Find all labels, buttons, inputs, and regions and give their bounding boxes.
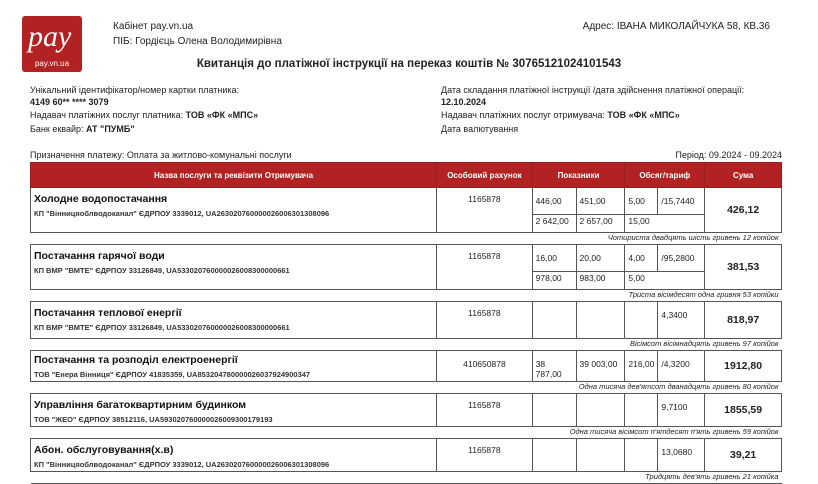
row-sum: 381,53: [705, 245, 782, 290]
sum-in-words: Тридцять дев'ять гривень 21 копійка: [31, 472, 782, 484]
reading-previous: [532, 394, 576, 427]
reading-previous-2: 978,00: [532, 272, 576, 290]
recipient-provider-value: ТОВ «ФК «МПС»: [607, 110, 680, 120]
payment-purpose: Призначення платежу: Оплата за житлово-комунальні послуги: [30, 150, 292, 160]
row-sum: 426,12: [705, 188, 782, 233]
payer-address: Адрес: ІВАНА МИКОЛАЙЧУКА 58, КВ.36: [582, 21, 770, 32]
volume-2: 5,00: [625, 272, 705, 290]
services-table: [30, 162, 782, 484]
table-row: [31, 302, 782, 339]
tariff: /4,3200: [658, 351, 705, 382]
bank-label: Банк еквайр:: [30, 124, 84, 134]
volume: 5,00: [625, 188, 658, 215]
period: Період: 09.2024 - 09.2024: [675, 150, 782, 160]
sum-in-words: Триста вісімдесят одна гривня 53 копійки: [31, 290, 782, 302]
service-details: КП ВМР "ВМТЕ" ЄДРПОУ 33126849, UA533020760000026008300000661: [34, 323, 290, 332]
sum-in-words: Одна тисяча дев'ятсот дванадцять гривень 80 копійок: [31, 382, 782, 394]
reading-previous: [532, 439, 576, 472]
reading-current: [576, 302, 625, 339]
reading-current-2: 983,00: [576, 272, 625, 290]
col-readings: Показники: [532, 163, 625, 188]
account-number: 410650878: [437, 351, 533, 382]
card-label: Унікальний ідентифікатор/номер картки платника:: [30, 85, 240, 95]
volume: [625, 394, 658, 427]
volume: [625, 302, 658, 339]
account-number: 1165878: [437, 439, 533, 472]
row-sum: 1912,80: [705, 351, 782, 382]
table-row: [31, 245, 782, 272]
reading-current-2: 2 657,00: [576, 215, 625, 233]
recipient-provider-label: Надавач платіжних послуг отримувача:: [441, 110, 605, 120]
service-details: КП "Вінницяоблводоканал" ЄДРПОУ 3339012, UA263020760000026006301308096: [34, 460, 330, 469]
service-details: КП "Вінницяоблводоканал" ЄДРПОУ 3339012, UA263020760000026006301308096: [34, 209, 330, 218]
tariff: 4,3400: [658, 302, 705, 339]
col-volume-tariff: Обсяг/тариф: [625, 163, 705, 188]
table-row: [31, 188, 782, 215]
account-number: 1165878: [437, 245, 533, 290]
sum-in-words: Одна тисяча вісімсот п'ятдесят п'ять гривень 59 копійок: [31, 427, 782, 439]
service-name: Управління багатоквартирним будинком: [34, 399, 247, 411]
cabinet-name: Кабінет pay.vn.ua: [113, 21, 194, 32]
col-account: Особовий рахунок: [437, 163, 533, 188]
table-row: [31, 351, 782, 382]
row-sum: 1855,59: [705, 394, 782, 427]
reading-current: 39 003,00: [576, 351, 625, 382]
service-name: Постачання гарячої води: [34, 250, 165, 262]
reading-previous: 38 787,00: [532, 351, 576, 382]
logo-text: pay: [28, 20, 72, 53]
tariff: /95,2800: [658, 245, 705, 272]
reading-previous: 446,00: [532, 188, 576, 215]
table-row: [31, 439, 782, 472]
reading-current: [576, 439, 625, 472]
volume: 216,00: [625, 351, 658, 382]
tariff: /15,7440: [658, 188, 705, 215]
table-header: [31, 163, 782, 188]
col-service: Назва послуги та реквізити Отримувача: [31, 163, 437, 188]
tariff: 9,7100: [658, 394, 705, 427]
row-sum: 39,21: [705, 439, 782, 472]
payer-name: ПІБ: Гордієць Олена Володимирівна: [113, 36, 282, 47]
receipt-title: Квитанція до платіжної інструкції на переказ коштів № 30765121024101543: [196, 58, 622, 70]
service-details: ТОВ "Енера Вінниця" ЄДРПОУ 41835359, UA853204780000026037924900347: [34, 370, 311, 379]
service-details: ТОВ "ЖЕО" ЄДРПОУ 38512116, UA593020760000026009300179193: [34, 415, 273, 424]
volume-2: 15,00: [625, 215, 705, 233]
volume: [625, 439, 658, 472]
provider-value: ТОВ «ФК «МПС»: [185, 110, 259, 120]
date-value: 12.10.2024: [441, 97, 487, 107]
reading-previous-2: 2 642,00: [532, 215, 576, 233]
volume: 4,00: [625, 245, 658, 272]
card-value: 4149 60** **** 3079: [30, 97, 109, 107]
reading-current: 451,00: [576, 188, 625, 215]
col-sum: Сума: [705, 163, 782, 188]
date-label: Дата складання платіжної інструкції /дата здійснення платіжної операції:: [441, 85, 745, 95]
sum-in-words: Вісімсот вісімнадцять гривень 97 копійок: [31, 339, 782, 351]
reading-current: 20,00: [576, 245, 625, 272]
service-details: КП ВМР "ВМТЕ" ЄДРПОУ 33126849, UA533020760000026008300000661: [34, 266, 290, 275]
service-name: Абон. обслуговування(х.в): [34, 444, 174, 456]
logo-subtext: pay.vn.ua: [34, 59, 70, 68]
valuation-date-label: Дата валютування: [441, 124, 519, 134]
sum-in-words: Чотириста двадцять шість гривень 12 копійок: [31, 233, 782, 245]
service-name: Холодне водопостачання: [34, 193, 168, 205]
service-name: Постачання та розподіл електроенергії: [34, 354, 238, 366]
row-sum: 818,97: [705, 302, 782, 339]
reading-previous: 16,00: [532, 245, 576, 272]
bank-value: АТ "ПУМБ": [86, 124, 135, 134]
account-number: 1165878: [437, 394, 533, 427]
reading-current: [576, 394, 625, 427]
tariff: 13,0680: [658, 439, 705, 472]
reading-previous: [532, 302, 576, 339]
table-row: [31, 394, 782, 427]
account-number: 1165878: [437, 302, 533, 339]
service-name: Постачання теплової енергії: [34, 307, 182, 319]
account-number: 1165878: [437, 188, 533, 233]
provider-label: Надавач платіжних послуг платника:: [30, 110, 184, 120]
